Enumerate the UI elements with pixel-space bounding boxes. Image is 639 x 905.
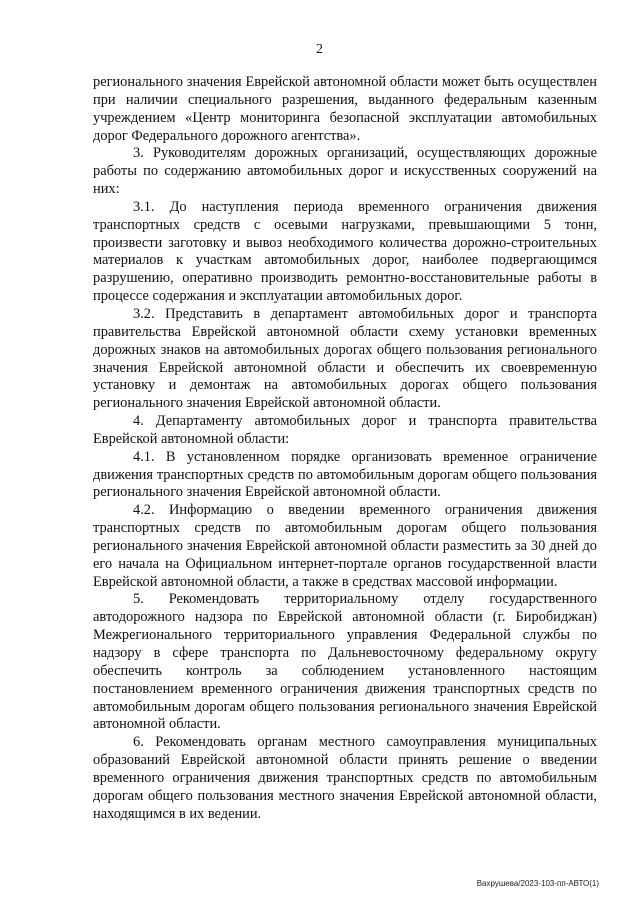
paragraph-item-4: 4. Департаменту автомобильных дорог и транспорта правительства Еврейской автономной области: [93,413,597,447]
paragraph-item-3-2: 3.2. Представить в департамент автомобильных дорог и транспорта правительства Еврейской автономной области схему установки временных дорожных знаков на автомобильных дорогах общего пользования регионального значения Еврейской автономной области и обеспечить их своевременную установку и демонтаж на автомобильных дорогах общего пользования регионального значения Еврейской автономной области. [93,305,597,412]
paragraph-continuation: регионального значения Еврейской автономной области может быть осуществлен при наличии специального разрешения, выданного федеральным казенным учреждением «Центр мониторинга безопасной эксплуатации автомобильных дорог Федерального дорожного агентства». [93,74,597,144]
paragraph-item-4-2: 4.2. Информацию о введении временного ограничения движения транспортных средств по автомобильным дорогам общего пользования регионального значения Еврейской автономной области разместить за 30 дней до его начала на Официальном интернет-портале органов государственной власти Еврейской автономной области, а также в средствах массовой информации. [93,502,597,590]
paragraph-item-3-1: 3.1. До наступления периода временного ограничения движения транспортных средств с осевыми нагрузками, превышающими 5 тонн, произвести заготовку и вывоз необходимого количества дорожно-строительных материалов к участкам автомобильных дорог, наиболее подвергающимся разрушению, оперативно производить ремонтно-восстановительные работы в процессе содержания и эксплуатации автомобильных дорог. [93,198,597,305]
paragraph-item-5: 5. Рекомендовать территориальному отделу государственного автодорожного надзора по Еврейской автономной области (г. Биробиджан) Межрегионального территориального управления Федеральной службы по надзору в сфере транспорта по Дальневосточному федеральному округу обеспечить контроль за соблюдением установленного настоящим постановлением временного ограничения движения транспортных средств по автомобильным дорогам общего пользования регионального значения Еврейской автономной области. [93,591,597,733]
document-body [93,74,597,823]
footer-document-code: Вахрушева/2023-103-пп-АВТО(1) [476,879,599,888]
paragraph-item-3: 3. Руководителям дорожных организаций, осуществляющих дорожные работы по содержанию автомобильных дорог и искусственных сооружений на них: [93,145,597,198]
paragraph-item-4-1: 4.1. В установленном порядке организовать временное ограничение движения транспортных средств по автомобильным дорогам общего пользования регионального значения Еврейской автономной области. [93,448,597,501]
page-number: 2 [316,42,323,57]
paragraph-item-6: 6. Рекомендовать органам местного самоуправления муниципальных образований Еврейской автономной области принять решение о введении временного ограничения движения транспортных средств по автомобильным дорогам общего пользования местного значения Еврейской автономной области, находящимся в их ведении. [93,734,597,822]
